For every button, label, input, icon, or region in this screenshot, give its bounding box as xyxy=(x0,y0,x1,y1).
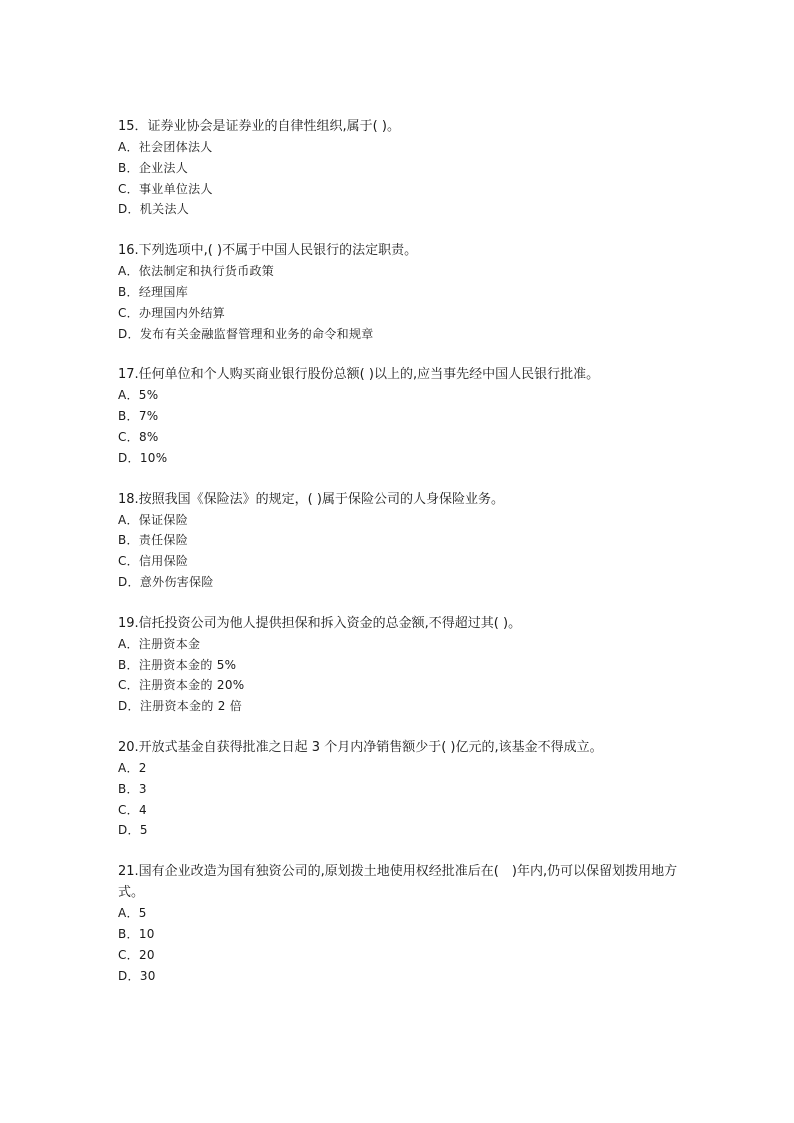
option-d: D．意外伤害保险 xyxy=(118,574,214,589)
option-c: C．信用保险 xyxy=(118,554,189,569)
option-d: D．30 xyxy=(118,968,156,983)
question-18 xyxy=(118,489,698,593)
question-stem: 21.国有企业改造为国有独资公司的,原划拨土地使用权经批准后在( )年内,仍可以保留划拨用地方式。 xyxy=(118,864,678,901)
option-a: A．注册资本金 xyxy=(118,636,201,651)
option-c: C．事业单位法人 xyxy=(118,181,213,196)
question-17 xyxy=(118,364,698,468)
option-c: C．注册资本金的 20% xyxy=(118,678,245,693)
question-21 xyxy=(118,861,698,986)
question-15 xyxy=(118,116,698,220)
option-a: A．社会团体法人 xyxy=(118,140,213,154)
option-b: B．企业法人 xyxy=(118,160,189,175)
question-stem: 19.信托投资公司为他人提供担保和拆入资金的总金额,不得超过其( )。 xyxy=(118,615,522,631)
question-stem: 17.任何单位和个人购买商业银行股份总额( )以上的,应当事先经中国人民银行批准。 xyxy=(118,367,600,383)
option-d: D．注册资本金的 2 倍 xyxy=(118,699,243,714)
option-c: C．8% xyxy=(118,429,159,444)
question-stem: 15．证券业协会是证券业的自律性组织,属于( )。 xyxy=(118,119,400,134)
option-a: A．5 xyxy=(118,906,147,921)
option-b: B．注册资本金的 5% xyxy=(118,657,237,672)
option-d: D．机关法人 xyxy=(118,202,190,217)
option-a: A．2 xyxy=(118,760,147,775)
option-a: A．5% xyxy=(118,388,159,403)
option-b: B．7% xyxy=(118,409,159,424)
option-b: B．10 xyxy=(118,926,155,941)
option-c: C．办理国内外结算 xyxy=(118,305,226,320)
question-stem: 20.开放式基金自获得批准之日起 3 个月内净销售额少于( )亿元的,该基金不得成立。 xyxy=(118,739,603,755)
option-c: C．4 xyxy=(118,802,147,817)
option-a: A．依法制定和执行货币政策 xyxy=(118,264,275,279)
option-b: B．3 xyxy=(118,781,147,796)
question-20 xyxy=(118,737,698,841)
exam-page xyxy=(118,116,698,1006)
option-d: D．5 xyxy=(118,823,148,838)
option-d: D．10% xyxy=(118,450,168,465)
option-d: D．发布有关金融监督管理和业务的命令和规章 xyxy=(118,326,374,341)
question-stem: 18.按照我国《保险法》的规定，( )属于保险公司的人身保险业务。 xyxy=(118,491,504,507)
question-stem: 16.下列选项中,( )不属于中国人民银行的法定职责。 xyxy=(118,243,418,259)
question-16 xyxy=(118,240,698,344)
question-19 xyxy=(118,613,698,717)
option-c: C．20 xyxy=(118,947,155,962)
option-b: B．经理国库 xyxy=(118,284,189,299)
option-b: B．责任保险 xyxy=(118,533,189,548)
option-a: A．保证保险 xyxy=(118,512,189,527)
